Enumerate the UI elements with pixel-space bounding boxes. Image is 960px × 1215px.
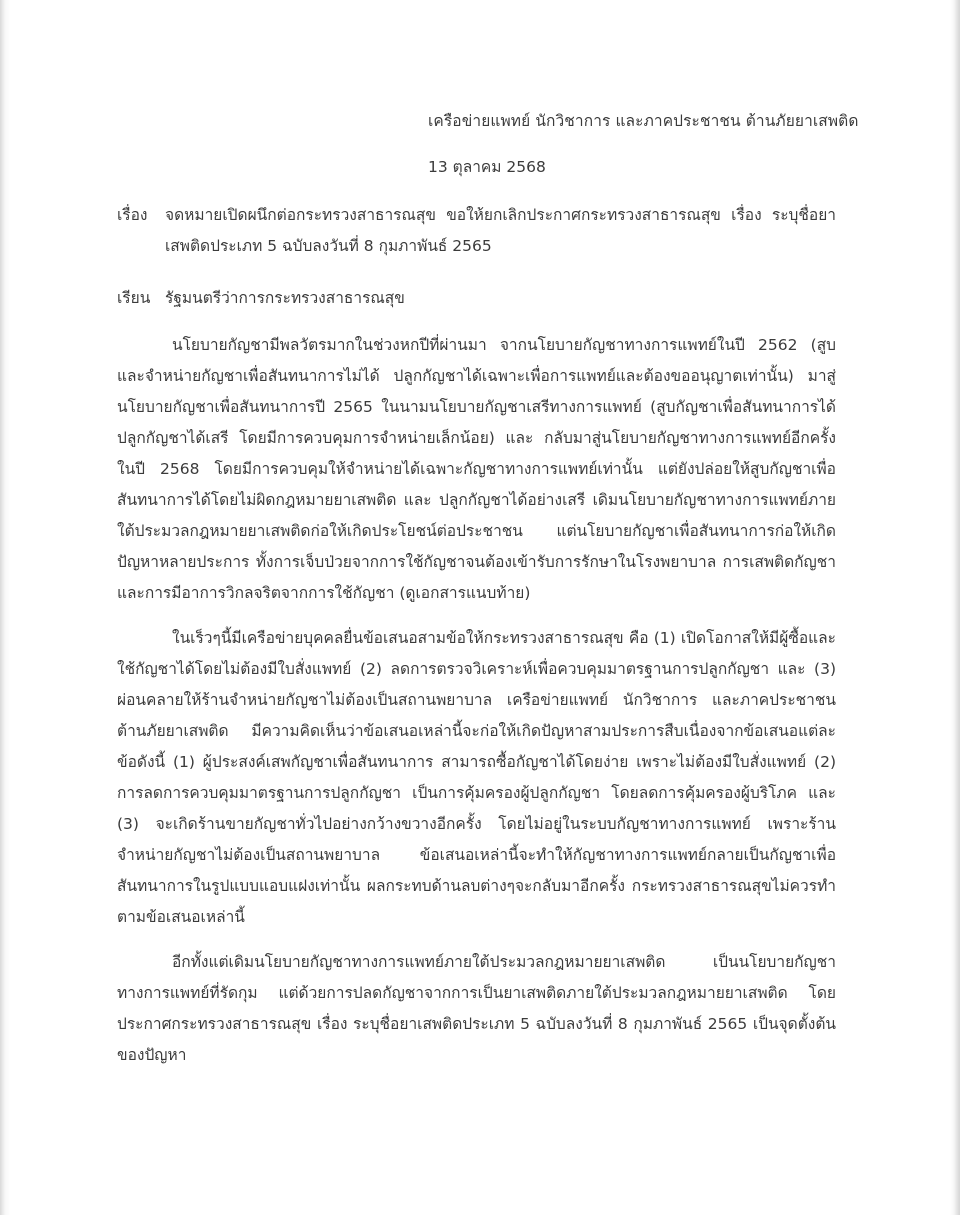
page-right-edge-shadow [950,0,960,1215]
organization-name: เครือข่ายแพทย์ นักวิชาการ และภาคประชาชน ต้านภัยยาเสพติด [428,112,859,130]
subject-text: จดหมายเปิดผนึกต่อกระทรวงสาธารณสุข ขอให้ยกเลิกประกาศกระทรวงสาธารณสุข เรื่อง ระบุชื่อยาเสพติดประเภท 5 ฉบับลงวันที่ 8 กุมภาพันธ์ 2565 [165,206,836,255]
body-paragraph: นโยบายกัญชามีพลวัตรมากในช่วงหกปีที่ผ่านมา จากนโยบายกัญชาทางการแพทย์ในปี 2562 (สูบและจำหน่ายกัญชาเพื่อสันทนาการไม่ได้ ปลูกกัญชาได้เฉพาะเพื่อการแพทย์และต้องขออนุญาตเท่านั้น) มาสู่นโยบายกัญชาเพื่อสันทนาการปี 2565 ในนามนโยบายกัญชาเสรีทางการแพทย์ (สูบกัญชาเพื่อสันทนาการได้ ปลูกกัญชาได้เสรี โดยมีการควบคุมการจำหน่ายเล็กน้อย) และ กลับมาสู่นโยบายกัญชาทางการแพทย์อีกครั้ง ในปี 2568 โดยมีการควบคุมให้จำหน่ายได้เฉพาะกัญชาทางการแพทย์เท่านั้น แต่ยังปล่อยให้สูบกัญชาเพื่อสันทนาการได้โดยไม่ผิดกฎหมายยาเสพติด และ ปลูกกัญชาได้อย่างเสรี เดิมนโยบายกัญชาทางการแพทย์ภายใต้ประมวลกฎหมายยาเสพติดก่อให้เกิดประโยชน์ต่อประชาชน แต่นโยบายกัญชาเพื่อสันทนาการก่อให้เกิดปัญหาหลายประการ ทั้งการเจ็บป่วยจากการใช้กัญชาจนต้องเข้ารับการรักษาในโรงพยาบาล การเสพติดกัญชา และการมีอาการวิกลจริตจากการใช้กัญชา (ดูเอกสารแนบท้าย) [117,336,836,602]
letter-date: 13 ตุลาคม 2568 [428,158,546,176]
body-paragraph: อีกทั้งแต่เดิมนโยบายกัญชาทางการแพทย์ภายใต้ประมวลกฎหมายยาเสพติด เป็นนโยบายกัญชาทางการแพทย์ที่รัดกุม แต่ด้วยการปลดกัญชาจากการเป็นยาเสพติดภายใต้ประมวลกฎหมายยาเสพติด โดยประกาศกระทรวงสาธารณสุข เรื่อง ระบุชื่อยาเสพติดประเภท 5 ฉบับลงวันที่ 8 กุมภาพันธ์ 2565 เป็นจุดตั้งต้นของปัญหา [117,953,836,1064]
salutation-text: รัฐมนตรีว่าการกระทรวงสาธารณสุข [165,289,405,307]
letter-body [117,330,836,1071]
subject-label: เรื่อง [117,206,148,224]
salutation-row [117,283,836,314]
page-left-edge-shadow [0,0,10,1215]
subject-row [117,200,836,262]
body-paragraph: ในเร็วๆนี้มีเครือข่ายบุคคลยื่นข้อเสนอสามข้อให้กระทรวงสาธารณสุข คือ (1) เปิดโอกาสให้มีผู้ซื้อและใช้กัญชาได้โดยไม่ต้องมีใบสั่งแพทย์ (2) ลดการตรวจวิเคราะห์เพื่อควบคุมมาตรฐานการปลูกกัญชา และ (3) ผ่อนคลายให้ร้านจำหน่ายกัญชาไม่ต้องเป็นสถานพยาบาล เครือข่ายแพทย์ นักวิชาการ และภาคประชาชน ต้านภัยยาเสพติด มีความคิดเห็นว่าข้อเสนอเหล่านี้จะก่อให้เกิดปัญหาสามประการสืบเนื่องจากข้อเสนอแต่ละข้อดังนี้ (1) ผู้ประสงค์เสพกัญชาเพื่อสันทนาการ สามารถซื้อกัญชาได้โดยง่าย เพราะไม่ต้องมีใบสั่งแพทย์ (2) การลดการควบคุมมาตรฐานการปลูกกัญชา เป็นการคุ้มครองผู้ปลูกกัญชา โดยลดการคุ้มครองผู้บริโภค และ (3) จะเกิดร้านขายกัญชาทั่วไปอย่างกว้างขวางอีกครั้ง โดยไม่อยู่ในระบบกัญชาทางการแพทย์ เพราะร้านจำหน่ายกัญชาไม่ต้องเป็นสถานพยาบาล ข้อเสนอเหล่านี้จะทำให้กัญชาทางการแพทย์กลายเป็นกัญชาเพื่อสันทนาการในรูปแบบแอบแฝงเท่านั้น ผลกระทบด้านลบต่างๆจะกลับมาอีกครั้ง กระทรวงสาธารณสุขไม่ควรทำตามข้อเสนอเหล่านี้ [117,629,836,926]
letterhead [428,108,859,180]
document-content-area [117,0,859,1215]
salutation-label: เรียน [117,289,151,307]
